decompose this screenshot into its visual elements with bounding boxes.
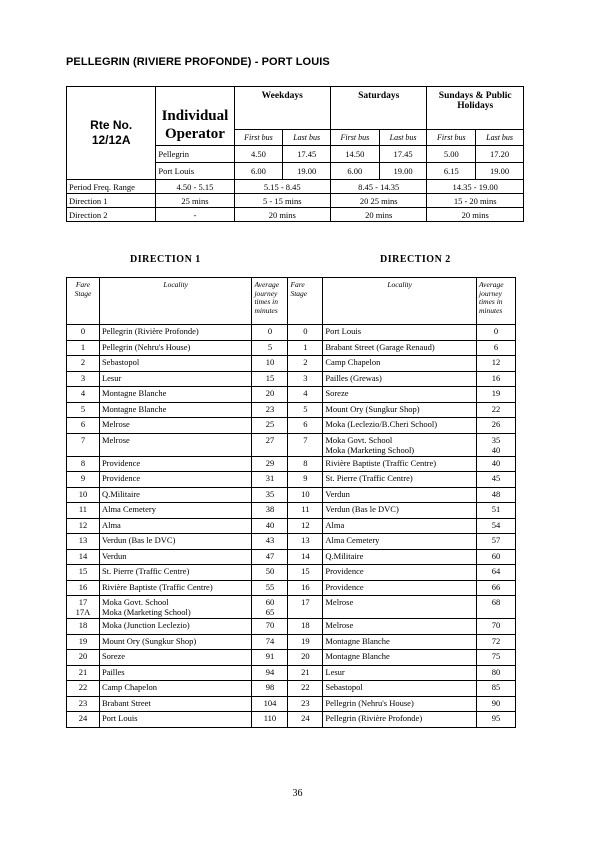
locality-cell: Alma [99, 518, 252, 534]
journey-time-cell: 38 [252, 503, 288, 519]
weekdays-header: Weekdays [234, 87, 330, 130]
locality-cell: Moka Govt. School Moka (Marketing School) [323, 433, 477, 456]
fare-stage-cell: 7 [288, 433, 323, 456]
locality-cell: Soreze [323, 387, 477, 403]
table-row [67, 696, 516, 712]
journey-time-cell: 6 [477, 340, 516, 356]
fare-stage-cell: 15 [67, 565, 100, 581]
fare-stage-cell: 3 [67, 371, 100, 387]
fare-stage-cell: 13 [288, 534, 323, 550]
fare-stage-cell: 22 [288, 681, 323, 697]
fare-stage-cell: 16 [288, 580, 323, 596]
table-row [67, 596, 516, 619]
journey-time-cell: 55 [252, 580, 288, 596]
locality-cell: Melrose [323, 619, 477, 635]
journey-time-cell: 68 [477, 596, 516, 619]
locality-cell: Verdun (Bas le DVC) [323, 503, 477, 519]
route-label: Rte No. [90, 118, 133, 132]
journey-time-cell: 66 [477, 580, 516, 596]
journey-time-cell: 23 [252, 402, 288, 418]
journey-time-cell: 45 [477, 472, 516, 488]
table-row [67, 681, 516, 697]
table-row [67, 534, 516, 550]
locality-cell: Rivière Baptiste (Traffic Centre) [323, 456, 477, 472]
fare-stage-cell: 10 [288, 487, 323, 503]
sundays-header: Sundays & Public Holidays [427, 87, 524, 130]
table-row [67, 650, 516, 666]
fare-stage-cell: 7 [67, 433, 100, 456]
table-row [67, 549, 516, 565]
average-time-header: Average journey times in minutes [252, 278, 288, 325]
direction1-heading: DIRECTION 1 [130, 254, 201, 265]
fare-stage-cell: 18 [67, 619, 100, 635]
table-row [67, 712, 516, 728]
journey-time-cell: 29 [252, 456, 288, 472]
locality-cell: Pellegrin (Rivière Profonde) [323, 712, 477, 728]
fare-stage-cell: 12 [67, 518, 100, 534]
fare-stage-cell: 9 [288, 472, 323, 488]
fare-stage-cell: 6 [67, 418, 100, 434]
direction1-label: Direction 1 [67, 194, 156, 208]
fare-stage-cell: 16 [67, 580, 100, 596]
locality-cell: Pellegrin (Rivière Profonde) [99, 325, 252, 341]
journey-time-cell: 70 [477, 619, 516, 635]
fare-stage-cell: 17 [288, 596, 323, 619]
journey-time-cell: 51 [477, 503, 516, 519]
average-time-header: Average journey times in minutes [477, 278, 516, 325]
journey-time-cell: 98 [252, 681, 288, 697]
fare-stage-cell: 12 [288, 518, 323, 534]
stages-header-row [67, 278, 516, 325]
journey-time-cell: 60 [477, 549, 516, 565]
fare-stage-cell: 4 [67, 387, 100, 403]
freq-cell: - [156, 208, 234, 222]
journey-time-cell: 90 [477, 696, 516, 712]
locality-cell: Pellegrin (Nehru's House) [99, 340, 252, 356]
operator-cell [156, 87, 234, 146]
locality-cell: St. Pierre (Traffic Centre) [323, 472, 477, 488]
locality-cell: Q.Militaire [323, 549, 477, 565]
journey-time-cell: 74 [252, 634, 288, 650]
journey-time-cell: 104 [252, 696, 288, 712]
table-row [67, 418, 516, 434]
table-row [67, 371, 516, 387]
locality-cell: Pailles (Grewas) [323, 371, 477, 387]
table-row [67, 456, 516, 472]
journey-time-cell: 85 [477, 681, 516, 697]
fare-stage-cell: 13 [67, 534, 100, 550]
locality-cell: Moka (Junction Leclezio) [99, 619, 252, 635]
time-cell: 19.00 [379, 163, 427, 180]
fare-stage-cell: 5 [67, 402, 100, 418]
freq-cell: 20 25 mins [331, 194, 427, 208]
locality-cell: Melrose [99, 418, 252, 434]
first-bus-label: First bus [331, 130, 380, 146]
operator-line1: Individual [161, 108, 229, 124]
locality-header: Locality [99, 278, 252, 325]
stop-name: Pellegrin [156, 146, 234, 163]
direction2-heading: DIRECTION 2 [380, 254, 451, 265]
table-row [67, 487, 516, 503]
period-row [67, 180, 524, 194]
journey-time-cell: 54 [477, 518, 516, 534]
direction1-freq-row [67, 194, 524, 208]
journey-time-cell: 27 [252, 433, 288, 456]
journey-time-cell: 15 [252, 371, 288, 387]
journey-time-cell: 35 [252, 487, 288, 503]
locality-header: Locality [323, 278, 477, 325]
journey-time-cell: 25 [252, 418, 288, 434]
locality-cell: Providence [99, 472, 252, 488]
locality-cell: Alma Cemetery [99, 503, 252, 519]
schedule-table [66, 86, 524, 222]
locality-cell: Verdun [99, 549, 252, 565]
fare-stage-cell: 11 [67, 503, 100, 519]
fare-stage-cell: 10 [67, 487, 100, 503]
fare-stage-cell: 14 [288, 549, 323, 565]
locality-cell: St. Pierre (Traffic Centre) [99, 565, 252, 581]
locality-cell: Montagne Blanche [323, 650, 477, 666]
route-number: 12/12A [91, 133, 131, 147]
time-cell: 5.00 [427, 146, 476, 163]
time-cell: 6.00 [234, 163, 283, 180]
freq-cell: 25 mins [156, 194, 234, 208]
table-row [67, 665, 516, 681]
journey-time-cell: 20 [252, 387, 288, 403]
locality-cell: Melrose [99, 433, 252, 456]
table-row [67, 565, 516, 581]
locality-cell: Montagne Blanche [99, 402, 252, 418]
table-row [67, 356, 516, 372]
fare-stage-cell: 24 [67, 712, 100, 728]
journey-time-cell: 94 [252, 665, 288, 681]
fare-stage-cell: 0 [67, 325, 100, 341]
saturdays-header: Saturdays [331, 87, 427, 130]
fare-stage-cell: 8 [288, 456, 323, 472]
fare-stage-cell: 2 [288, 356, 323, 372]
journey-time-cell: 10 [252, 356, 288, 372]
last-bus-label: Last bus [476, 130, 524, 146]
locality-cell: Providence [323, 580, 477, 596]
locality-cell: Providence [323, 565, 477, 581]
locality-cell: Camp Chapelon [323, 356, 477, 372]
fare-stage-cell: 23 [67, 696, 100, 712]
page-number: 36 [292, 788, 303, 799]
locality-cell: Verdun [323, 487, 477, 503]
fare-stage-cell: 2 [67, 356, 100, 372]
locality-cell: Mount Ory (Sungkur Shop) [323, 402, 477, 418]
fare-stage-header: Fare Stage [67, 278, 100, 325]
fare-stage-cell: 19 [67, 634, 100, 650]
table-row [67, 387, 516, 403]
journey-time-cell: 47 [252, 549, 288, 565]
table-row [67, 580, 516, 596]
period-cell: 14.35 - 19.00 [427, 180, 524, 194]
freq-cell: 5 - 15 mins [234, 194, 330, 208]
locality-cell: Port Louis [99, 712, 252, 728]
operator-line2: Operator [164, 126, 225, 142]
journey-time-cell: 75 [477, 650, 516, 666]
journey-time-cell: 57 [477, 534, 516, 550]
journey-time-cell: 48 [477, 487, 516, 503]
locality-cell: Sebastopol [323, 681, 477, 697]
direction2-label: Direction 2 [67, 208, 156, 222]
journey-time-cell: 60 65 [252, 596, 288, 619]
fare-stage-header: Fare Stage [288, 278, 323, 325]
journey-time-cell: 40 [477, 456, 516, 472]
locality-cell: Pailles [99, 665, 252, 681]
journey-time-cell: 43 [252, 534, 288, 550]
time-cell: 17.20 [476, 146, 524, 163]
locality-cell: Moka (Leclezio/B.Cheri School) [323, 418, 477, 434]
period-cell: 5.15 - 8.45 [234, 180, 330, 194]
time-cell: 17.45 [283, 146, 331, 163]
locality-cell: Brabant Street [99, 696, 252, 712]
time-cell: 19.00 [476, 163, 524, 180]
locality-cell: Melrose [323, 596, 477, 619]
direction2-freq-row [67, 208, 524, 222]
fare-stage-cell: 21 [67, 665, 100, 681]
journey-time-cell: 50 [252, 565, 288, 581]
locality-cell: Soreze [99, 650, 252, 666]
fare-stage-cell: 18 [288, 619, 323, 635]
locality-cell: Q.Militaire [99, 487, 252, 503]
stop-name: Port Louis [156, 163, 234, 180]
table-row [67, 325, 516, 341]
journey-time-cell: 35 40 [477, 433, 516, 456]
time-cell: 4.50 [234, 146, 283, 163]
freq-cell: 20 mins [234, 208, 330, 222]
freq-cell: 15 - 20 mins [427, 194, 524, 208]
fare-stage-cell: 6 [288, 418, 323, 434]
journey-time-cell: 16 [477, 371, 516, 387]
fare-stage-cell: 21 [288, 665, 323, 681]
fare-stage-cell: 9 [67, 472, 100, 488]
locality-cell: Montagne Blanche [99, 387, 252, 403]
table-row [67, 619, 516, 635]
fare-stage-cell: 20 [288, 650, 323, 666]
time-cell: 17.45 [379, 146, 427, 163]
journey-time-cell: 95 [477, 712, 516, 728]
route-number-cell [67, 87, 156, 180]
fare-stage-cell: 11 [288, 503, 323, 519]
first-bus-label: First bus [427, 130, 476, 146]
journey-time-cell: 72 [477, 634, 516, 650]
journey-time-cell: 64 [477, 565, 516, 581]
journey-time-cell: 0 [252, 325, 288, 341]
locality-cell: Verdun (Bas le DVC) [99, 534, 252, 550]
fare-stage-cell: 22 [67, 681, 100, 697]
locality-cell: Moka Govt. School Moka (Marketing School) [99, 596, 252, 619]
locality-cell: Lesur [323, 665, 477, 681]
period-label: Period Freq. Range [67, 180, 156, 194]
journey-time-cell: 110 [252, 712, 288, 728]
time-cell: 14.50 [331, 146, 380, 163]
period-cell: 8.45 - 14.35 [331, 180, 427, 194]
freq-cell: 20 mins [331, 208, 427, 222]
table-row [67, 503, 516, 519]
fare-stage-cell: 23 [288, 696, 323, 712]
fare-stage-cell: 17 17A [67, 596, 100, 619]
locality-cell: Montagne Blanche [323, 634, 477, 650]
time-cell: 19.00 [283, 163, 331, 180]
journey-time-cell: 5 [252, 340, 288, 356]
period-cell: 4.50 - 5.15 [156, 180, 234, 194]
journey-time-cell: 31 [252, 472, 288, 488]
page-title: PELLEGRIN (RIVIERE PROFONDE) - PORT LOUIS [66, 56, 330, 68]
journey-time-cell: 12 [477, 356, 516, 372]
table-row [67, 340, 516, 356]
fare-stage-cell: 1 [288, 340, 323, 356]
table-row [67, 634, 516, 650]
fare-stage-cell: 3 [288, 371, 323, 387]
locality-cell: Sebastopol [99, 356, 252, 372]
locality-cell: Providence [99, 456, 252, 472]
last-bus-label: Last bus [379, 130, 427, 146]
last-bus-label: Last bus [283, 130, 331, 146]
first-bus-label: First bus [234, 130, 283, 146]
fare-stage-cell: 8 [67, 456, 100, 472]
fare-stage-cell: 20 [67, 650, 100, 666]
fare-stage-cell: 24 [288, 712, 323, 728]
fare-stage-cell: 5 [288, 402, 323, 418]
journey-time-cell: 40 [252, 518, 288, 534]
fare-stage-cell: 4 [288, 387, 323, 403]
fare-stage-cell: 1 [67, 340, 100, 356]
journey-time-cell: 70 [252, 619, 288, 635]
fare-stage-cell: 14 [67, 549, 100, 565]
stages-table [66, 277, 516, 728]
table-row [67, 472, 516, 488]
journey-time-cell: 0 [477, 325, 516, 341]
locality-cell: Rivière Baptiste (Traffic Centre) [99, 580, 252, 596]
time-cell: 6.15 [427, 163, 476, 180]
journey-time-cell: 91 [252, 650, 288, 666]
locality-cell: Alma Cemetery [323, 534, 477, 550]
journey-time-cell: 80 [477, 665, 516, 681]
locality-cell: Brabant Street (Garage Renaud) [323, 340, 477, 356]
journey-time-cell: 26 [477, 418, 516, 434]
locality-cell: Lesur [99, 371, 252, 387]
fare-stage-cell: 15 [288, 565, 323, 581]
table-row [67, 402, 516, 418]
locality-cell: Port Louis [323, 325, 477, 341]
table-row [67, 518, 516, 534]
fare-stage-cell: 0 [288, 325, 323, 341]
freq-cell: 20 mins [427, 208, 524, 222]
time-cell: 6.00 [331, 163, 380, 180]
table-row [67, 433, 516, 456]
fare-stage-cell: 19 [288, 634, 323, 650]
locality-cell: Alma [323, 518, 477, 534]
locality-cell: Pellegrin (Nehru's House) [323, 696, 477, 712]
locality-cell: Camp Chapelon [99, 681, 252, 697]
locality-cell: Mount Ory (Sungkur Shop) [99, 634, 252, 650]
journey-time-cell: 19 [477, 387, 516, 403]
journey-time-cell: 22 [477, 402, 516, 418]
